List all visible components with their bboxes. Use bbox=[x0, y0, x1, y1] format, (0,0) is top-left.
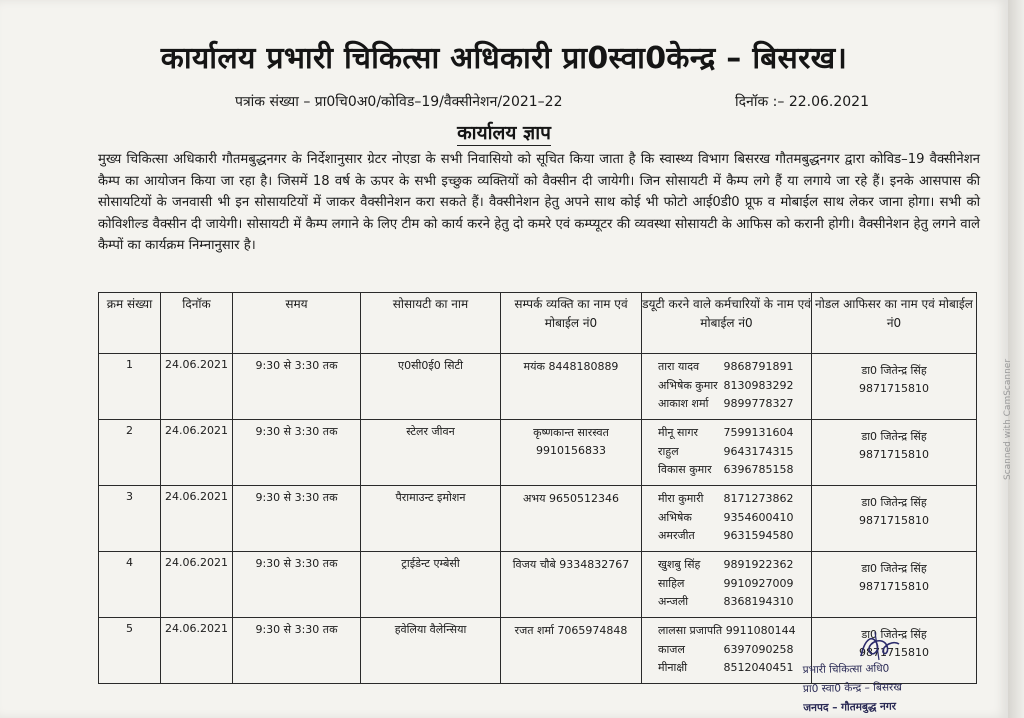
nodal-name: डा0 जितेन्द्र सिंह bbox=[861, 364, 927, 377]
staff-name: खुशबु सिंह bbox=[658, 558, 701, 571]
staff-phone: 8512040451 bbox=[723, 661, 794, 674]
staff-entry bbox=[658, 575, 811, 594]
staff-name: अन्जली bbox=[658, 595, 689, 608]
header-serial: क्रम संख्या bbox=[99, 293, 161, 354]
cell-serial: 5 bbox=[99, 618, 161, 684]
nodal-name: डा0 जितेन्द्र सिंह bbox=[861, 562, 927, 575]
cell-serial: 3 bbox=[99, 486, 161, 552]
header-society: सोसायटी का नाम bbox=[361, 293, 501, 354]
staff-entry bbox=[658, 443, 811, 462]
staff-entry bbox=[658, 593, 811, 612]
cell-serial: 2 bbox=[99, 420, 161, 486]
cell-time: 9:30 से 3:30 तक bbox=[233, 354, 361, 420]
staff-phone: 8130983292 bbox=[723, 378, 794, 392]
cell-society: स्टेलर जीवन bbox=[361, 420, 501, 486]
cell-society: ए0सी0ई0 सिटी bbox=[361, 354, 501, 420]
table-row bbox=[99, 486, 977, 552]
staff-entry bbox=[658, 527, 811, 546]
staff-entry bbox=[658, 509, 811, 528]
cell-time: 9:30 से 3:30 तक bbox=[233, 420, 361, 486]
staff-entry bbox=[658, 641, 811, 660]
staff-phone: 9354600410 bbox=[723, 510, 794, 524]
staff-entry bbox=[658, 659, 811, 678]
header-date: दिनॉक bbox=[161, 293, 233, 354]
cell-staff bbox=[642, 420, 812, 486]
staff-name: तारा यादव bbox=[658, 360, 700, 373]
cell-time: 9:30 से 3:30 तक bbox=[233, 552, 361, 618]
scanner-watermark: Scanned with CamScanner bbox=[1003, 358, 1013, 480]
stamp-line-designation: प्रभारी चिकित्सा अधि0 bbox=[802, 662, 890, 677]
cell-staff bbox=[642, 618, 812, 684]
cell-nodal bbox=[812, 486, 977, 552]
stamp-line-centre: प्रा0 स्वा0 केन्द्र – बिसरख bbox=[802, 681, 902, 696]
staff-name: मीनाक्षी bbox=[658, 661, 688, 674]
notice-paragraph: मुख्य चिकित्सा अधिकारी गौतमबुद्धनगर के निर्देशानुसार ग्रेटर नोएडा के सभी निवासियो को सूचित किया जाता है कि स्वास्थ्य विभाग बिसरख गौतमबुद्धनगर द्वारा कोविड–19 वैक्सीनेशन कैम्प का आयोजन किया जा रहा है। जिसमें 18 वर्ष के ऊपर के सभी इच्छुक व्यक्तियों को वैक्सीन दी जायेगी। जिन सोसायटी में कैम्प लगे हैं या लगाये जा रहे हैं। इनके आसपास की सोसायटियों के जनवासी भी इन सोसायटियों में जाकर वैक्सीनेशन करा सकते हैं। वैक्सीनेशन हेतु अपने साथ कोई भी फोटो आई0डी0 प्रूफ व मोबाईल साथ लेकर जाना होगा। सभी को कोविशील्ड वैक्सीन दी जायेगी। सोसायटी में कैम्प लगाने के लिए टीम को कार्य करने हेतु दो कमरे एवं कम्प्यूटर की व्यवस्था सोसायटी के आफिस को करानी होगी। वैक्सीनेशन हेतु लगने वाले कैम्पों का कार्यक्रम निम्नानुसार है। bbox=[98, 152, 980, 254]
header-staff: डयूटी करने वाले कर्मचारियों के नाम एवं मोबाईल नं0 bbox=[642, 293, 812, 354]
staff-phone: 8368194310 bbox=[723, 595, 794, 608]
cell-time: 9:30 से 3:30 तक bbox=[233, 486, 361, 552]
vaccination-schedule-table bbox=[98, 292, 977, 684]
staff-phone: 7599131604 bbox=[723, 426, 794, 439]
nodal-phone: 9871715810 bbox=[859, 448, 929, 461]
staff-phone: 6396785158 bbox=[723, 463, 794, 476]
staff-phone: 9868791891 bbox=[723, 360, 794, 373]
staff-name: लालसा प्रजापति bbox=[658, 624, 723, 637]
staff-phone: 9643174315 bbox=[723, 444, 794, 458]
cell-nodal bbox=[812, 420, 977, 486]
staff-phone: 9910927009 bbox=[723, 576, 794, 590]
staff-name: अमरजीत bbox=[658, 529, 695, 542]
header-nodal: नोडल आफिसर का नाम एवं मोबाईल नं0 bbox=[812, 293, 977, 354]
cell-nodal bbox=[812, 354, 977, 420]
header-contact: सम्पर्क व्यक्ति का नाम एवं मोबाईल नं0 bbox=[501, 293, 642, 354]
staff-name: मीरा कुमारी bbox=[658, 492, 704, 505]
staff-entry bbox=[658, 490, 811, 509]
cell-nodal bbox=[812, 552, 977, 618]
issue-date: दिनॉक :– 22.06.2021 bbox=[735, 94, 869, 110]
staff-entry bbox=[658, 358, 811, 377]
staff-phone: 6397090258 bbox=[723, 642, 794, 656]
staff-phone: 9631594580 bbox=[723, 529, 794, 542]
cell-date: 24.06.2021 bbox=[161, 618, 233, 684]
staff-entry bbox=[658, 377, 811, 396]
cell-date: 24.06.2021 bbox=[161, 354, 233, 420]
table-header-row bbox=[99, 293, 977, 354]
cell-date: 24.06.2021 bbox=[161, 486, 233, 552]
cell-society: पैरामाउन्ट इमोशन bbox=[361, 486, 501, 552]
staff-phone: 9899778327 bbox=[723, 397, 794, 410]
cell-staff bbox=[642, 354, 812, 420]
memo-heading-text: कार्यालय ज्ञाप bbox=[457, 122, 551, 144]
staff-phone: 9911080144 bbox=[725, 624, 796, 637]
stamp-line-district: जनपद – गौतमबुद्ध नगर bbox=[803, 700, 897, 715]
cell-staff bbox=[642, 552, 812, 618]
nodal-name: डा0 जितेन्द्र सिंह bbox=[861, 496, 927, 509]
cell-society: हवेलिया वैलेन्सिया bbox=[361, 618, 501, 684]
staff-name: मीनू सागर bbox=[658, 426, 699, 439]
staff-name: राहुल bbox=[658, 444, 679, 458]
staff-name: विकास कुमार bbox=[658, 463, 712, 476]
cell-contact: अभय 9650512346 bbox=[501, 486, 642, 552]
table-row bbox=[99, 420, 977, 486]
cell-contact: रजत शर्मा 7065974848 bbox=[501, 618, 642, 684]
staff-phone: 8171273862 bbox=[723, 492, 794, 505]
cell-date: 24.06.2021 bbox=[161, 420, 233, 486]
table-row bbox=[99, 552, 977, 618]
cell-serial: 1 bbox=[99, 354, 161, 420]
cell-time: 9:30 से 3:30 तक bbox=[233, 618, 361, 684]
staff-entry bbox=[658, 622, 811, 641]
cell-date: 24.06.2021 bbox=[161, 552, 233, 618]
cell-contact: मयंक 8448180889 bbox=[501, 354, 642, 420]
staff-entry bbox=[658, 556, 811, 575]
staff-name: साहिल bbox=[658, 576, 685, 590]
staff-entry bbox=[658, 395, 811, 414]
table-row bbox=[99, 354, 977, 420]
nodal-phone: 9871715810 bbox=[859, 514, 929, 527]
nodal-name: डा0 जितेन्द्र सिंह bbox=[861, 628, 927, 641]
memo-heading bbox=[0, 119, 1008, 145]
nodal-phone: 9871715810 bbox=[859, 580, 929, 593]
staff-name: अभिषेक bbox=[658, 510, 692, 524]
cell-contact: विजय चौबे 9334832767 bbox=[501, 552, 642, 618]
nodal-name: डा0 जितेन्द्र सिंह bbox=[861, 430, 927, 443]
cell-serial: 4 bbox=[99, 552, 161, 618]
office-title: कार्यालय प्रभारी चिकित्सा अधिकारी प्रा0स्वा0केन्द्र – बिसरख। bbox=[160, 41, 848, 76]
header-time: समय bbox=[233, 293, 361, 354]
staff-phone: 9891922362 bbox=[723, 558, 794, 571]
staff-name: आकाश शर्मा bbox=[658, 397, 709, 410]
staff-entry bbox=[658, 424, 811, 443]
official-stamp bbox=[803, 659, 934, 718]
staff-name: काजल bbox=[658, 642, 685, 656]
cell-contact: कृष्णकान्त सारस्वत 9910156833 bbox=[501, 420, 642, 486]
nodal-phone: 9871715810 bbox=[859, 646, 929, 659]
reference-number: पत्रांक संख्या – प्रा0चि0अ0/कोविड–19/वैक्सीनेशन/2021–22 bbox=[235, 94, 563, 110]
cell-society: ट्राईडेन्ट एम्बेसी bbox=[361, 552, 501, 618]
nodal-phone: 9871715810 bbox=[859, 382, 929, 395]
staff-entry bbox=[658, 461, 811, 480]
cell-staff bbox=[642, 486, 812, 552]
staff-name: अभिषेक कुमार bbox=[658, 378, 718, 392]
